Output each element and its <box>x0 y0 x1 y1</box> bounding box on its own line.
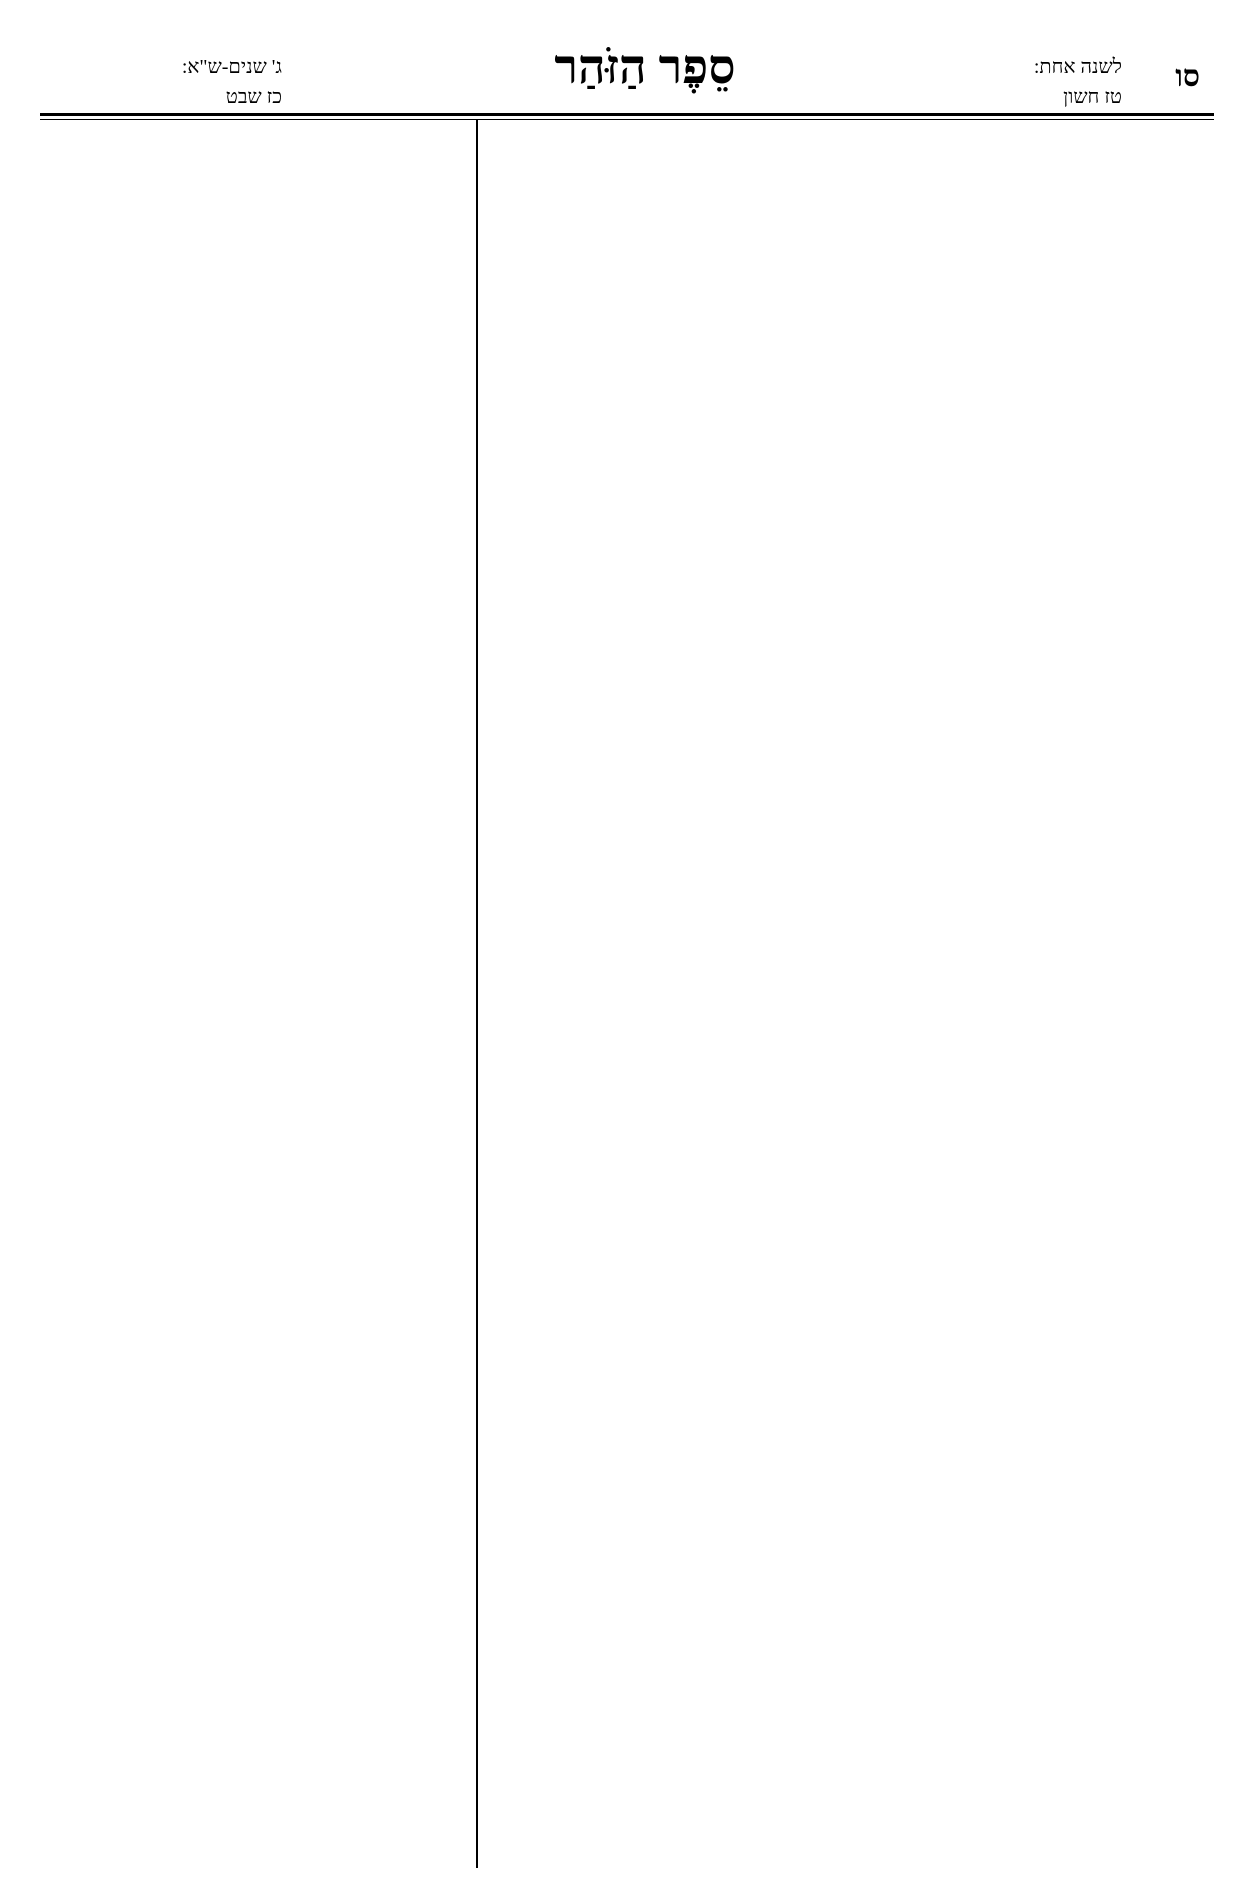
main-text-line <box>486 1746 1210 1798</box>
main-text-line <box>486 702 1210 754</box>
translation-line <box>42 287 466 326</box>
main-text-line <box>486 1015 1210 1067</box>
translation-line <box>42 209 466 248</box>
translation-line <box>42 1067 466 1106</box>
translation-line <box>42 404 466 443</box>
main-text-line <box>486 911 1210 963</box>
main-text-line <box>486 1589 1210 1641</box>
translation-line <box>42 911 466 950</box>
translation-line <box>42 1262 466 1301</box>
translation-line <box>42 1808 466 1847</box>
main-text-line <box>486 285 1210 337</box>
translation-line <box>42 1379 466 1418</box>
translation-line <box>42 989 466 1028</box>
translation-line <box>42 1223 466 1262</box>
translation-line <box>42 1769 466 1808</box>
main-text-line <box>486 1798 1210 1850</box>
main-text-line <box>486 1067 1210 1119</box>
translation-line <box>42 1145 466 1184</box>
main-text-line <box>486 1120 1210 1172</box>
translation-line <box>42 872 466 911</box>
translation-line <box>42 1535 466 1574</box>
main-text-line <box>486 546 1210 598</box>
schedule-date-one-year: טז חשון <box>1063 86 1122 108</box>
schedule-date-three-year: כז שבט <box>225 86 282 108</box>
main-text-line <box>486 1276 1210 1328</box>
translation-line <box>42 1691 466 1730</box>
main-text-line <box>486 232 1210 284</box>
translation-line <box>42 365 466 404</box>
page-number: סו <box>1175 60 1200 93</box>
translation-line <box>42 482 466 521</box>
main-text-line <box>486 754 1210 806</box>
translation-line <box>42 599 466 638</box>
main-text-line <box>486 389 1210 441</box>
translation-line <box>42 1457 466 1496</box>
main-text-line <box>486 1381 1210 1433</box>
translation-line <box>42 638 466 677</box>
translation-line <box>42 1106 466 1145</box>
column-divider <box>476 120 478 1868</box>
hebrew-translation-column <box>42 131 466 1847</box>
translation-line <box>42 1184 466 1223</box>
translation-line <box>42 1340 466 1379</box>
translation-line <box>42 1028 466 1067</box>
main-text-line <box>486 1641 1210 1693</box>
translation-line <box>42 1613 466 1652</box>
main-text-line <box>486 1172 1210 1224</box>
translation-line <box>42 1496 466 1535</box>
main-text-line <box>486 337 1210 389</box>
translation-line <box>42 521 466 560</box>
book-title: סֵפֶר הַזֹּהַר <box>554 41 736 94</box>
translation-line <box>42 1574 466 1613</box>
aramaic-main-column <box>486 128 1210 1850</box>
translation-line <box>42 950 466 989</box>
translation-line <box>42 755 466 794</box>
main-text-line <box>486 859 1210 911</box>
study-schedule-one-year <box>1034 52 1122 112</box>
translation-line <box>42 1301 466 1340</box>
translation-line <box>42 1418 466 1457</box>
main-text-line <box>486 1537 1210 1589</box>
main-text-line <box>486 1485 1210 1537</box>
translation-line <box>42 443 466 482</box>
translation-line <box>42 248 466 287</box>
main-text-line <box>486 806 1210 858</box>
main-text-line <box>486 598 1210 650</box>
main-text-line <box>486 128 1210 180</box>
schedule-label-three-year: ג' שנים-ש"א: <box>181 56 282 78</box>
translation-line <box>42 326 466 365</box>
header-rule-thin <box>40 119 1214 120</box>
translation-line <box>42 1652 466 1691</box>
main-text-line <box>486 1328 1210 1380</box>
schedule-label-one-year: לשנה אחת: <box>1033 56 1122 78</box>
translation-line <box>42 131 466 170</box>
main-text-line <box>486 1694 1210 1746</box>
translation-line <box>42 1730 466 1769</box>
main-text-line <box>486 493 1210 545</box>
main-text-line <box>486 441 1210 493</box>
study-schedule-three-year <box>182 52 282 112</box>
header-rule <box>40 113 1214 116</box>
translation-line <box>42 560 466 599</box>
translation-line <box>42 170 466 209</box>
main-text-line <box>486 1433 1210 1485</box>
main-text-line <box>486 963 1210 1015</box>
main-text-line <box>486 180 1210 232</box>
translation-line <box>42 716 466 755</box>
translation-line <box>42 677 466 716</box>
main-text-line <box>486 650 1210 702</box>
translation-line <box>42 833 466 872</box>
main-text-line <box>486 1224 1210 1276</box>
translation-line <box>42 794 466 833</box>
